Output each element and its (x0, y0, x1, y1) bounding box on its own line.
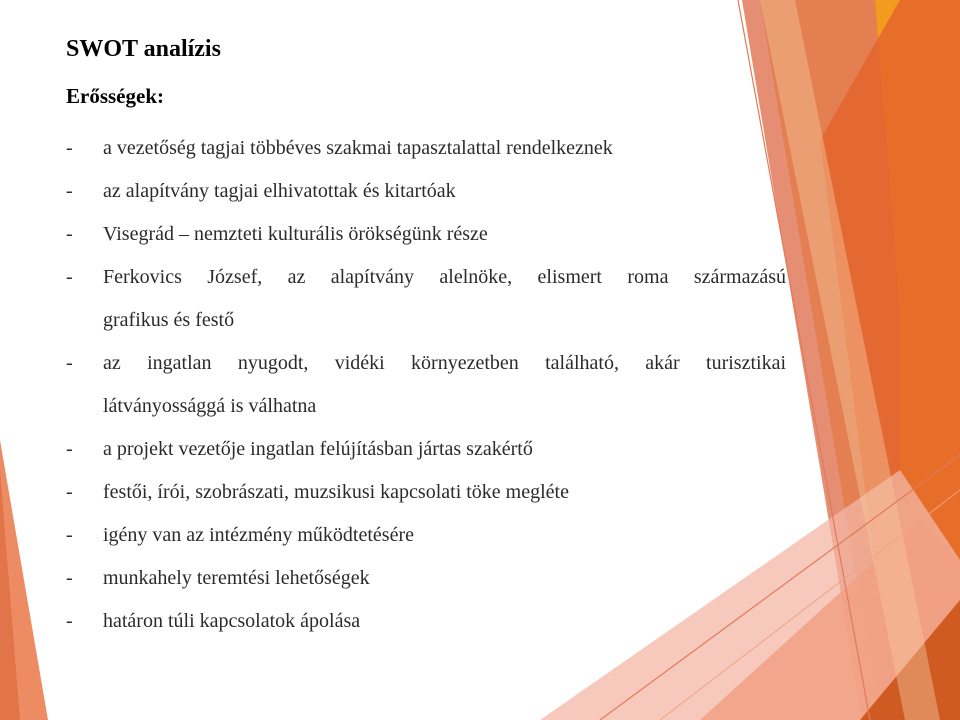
bullet-dash: - (66, 223, 73, 245)
bullet-dash: - (66, 180, 73, 202)
list-item-text: Visegrád – nemzteti kulturális örökségünk része (103, 223, 488, 245)
bullet-dash: - (66, 610, 73, 632)
list-item-text: igény van az intézmény működtetésére (103, 524, 414, 546)
list-item (66, 127, 786, 170)
list-item-text: a vezetőség tagjai többéves szakmai tapasztalattal rendelkeznek (103, 137, 613, 159)
list-item-text: az alapítvány tagjai elhivatottak és kitartóak (103, 180, 456, 202)
list-item-text: Ferkovics József, az alapítvány alelnöke, elismert roma származású (103, 266, 786, 288)
list-item (66, 213, 786, 256)
bullet-dash: - (66, 352, 73, 374)
list-item (66, 256, 786, 342)
list-item-text: az ingatlan nyugodt, vidéki környezetben található, akár turisztikai (103, 352, 786, 374)
slide-content (66, 0, 786, 720)
list-item (66, 170, 786, 213)
list-item-text: grafikus és festő (103, 309, 235, 331)
list-item (66, 471, 786, 514)
list-item-text: munkahely teremtési lehetőségek (103, 567, 370, 589)
strengths-list (66, 127, 786, 643)
bullet-dash: - (66, 567, 73, 589)
section-heading-strengths: Erősségek: (66, 84, 164, 108)
list-item-text: a projekt vezetője ingatlan felújításban jártas szakértő (103, 438, 533, 460)
bullet-dash: - (66, 137, 73, 159)
bullet-dash: - (66, 438, 73, 460)
list-item (66, 557, 786, 600)
bullet-dash: - (66, 481, 73, 503)
list-item-text: határon túli kapcsolatok ápolása (103, 610, 361, 632)
list-item-text: festői, írói, szobrászati, muzsikusi kapcsolati töke megléte (103, 481, 569, 503)
list-item (66, 342, 786, 428)
list-item (66, 428, 786, 471)
slide-title: SWOT analízis (66, 36, 221, 62)
bullet-dash: - (66, 266, 73, 288)
list-item (66, 600, 786, 643)
list-item (66, 514, 786, 557)
bullet-dash: - (66, 524, 73, 546)
list-item-text: látványossággá is válhatna (103, 395, 317, 417)
